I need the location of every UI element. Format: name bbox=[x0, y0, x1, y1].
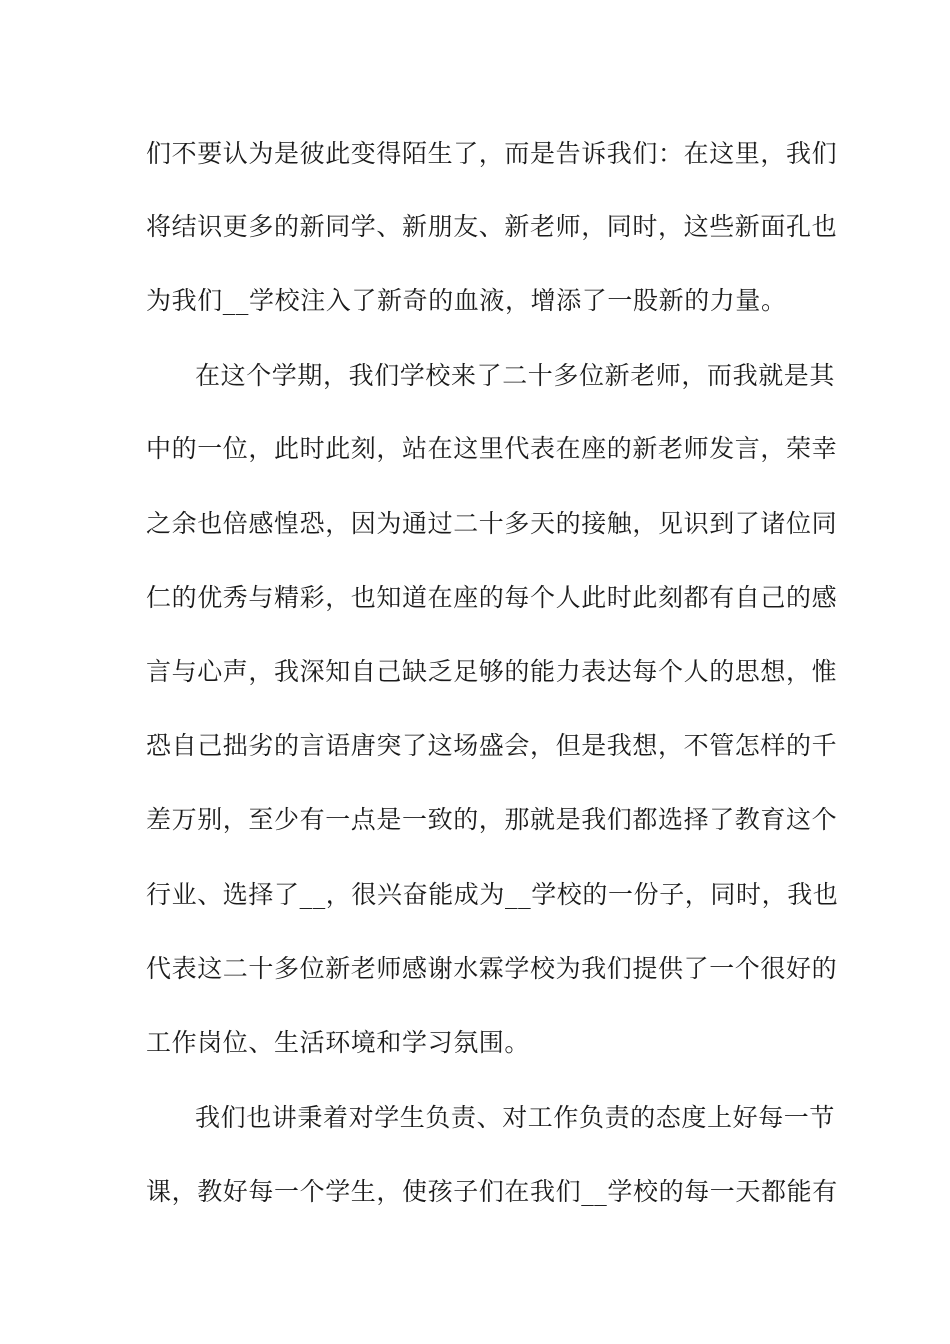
text-line: 言与心声，我深知自己缺乏足够的能力表达每个人的思想，惟 bbox=[146, 657, 838, 686]
text-line: 仁的优秀与精彩，也知道在座的每个人此时此刻都有自己的感 bbox=[146, 583, 838, 612]
text-line: 之余也倍感惶恐，因为通过二十多天的接触，见识到了诸位同 bbox=[146, 509, 838, 538]
text-line: 将结识更多的新同学、新朋友、新老师，同时，这些新面孔也 bbox=[146, 212, 838, 241]
paragraph-first-line: 我们也讲秉着对学生负责、对工作负责的态度上好每一节 bbox=[195, 1103, 836, 1132]
text-line: 课，教好每一个学生，使孩子们在我们__学校的每一天都能有 bbox=[146, 1177, 838, 1206]
text-line: 差万别，至少有一点是一致的，那就是我们都选择了教育这个 bbox=[146, 805, 838, 834]
text-line: 代表这二十多位新老师感谢水霖学校为我们提供了一个很好的 bbox=[146, 954, 838, 983]
text-line: 恐自己拙劣的言语唐突了这场盛会，但是我想，不管怎样的千 bbox=[146, 731, 838, 760]
text-line: 们不要认为是彼此变得陌生了，而是告诉我们：在这里，我们 bbox=[146, 139, 838, 168]
text-line: 为我们__学校注入了新奇的血液，增添了一股新的力量。 bbox=[146, 286, 787, 315]
text-line: 工作岗位、生活环境和学习氛围。 bbox=[146, 1028, 531, 1057]
text-line: 行业、选择了__，很兴奋能成为__学校的一份子，同时，我也 bbox=[146, 880, 839, 909]
text-line: 中的一位，此时此刻，站在这里代表在座的新老师发言，荣幸 bbox=[146, 434, 838, 463]
paragraph-first-line: 在这个学期，我们学校来了二十多位新老师，而我就是其 bbox=[195, 361, 836, 390]
